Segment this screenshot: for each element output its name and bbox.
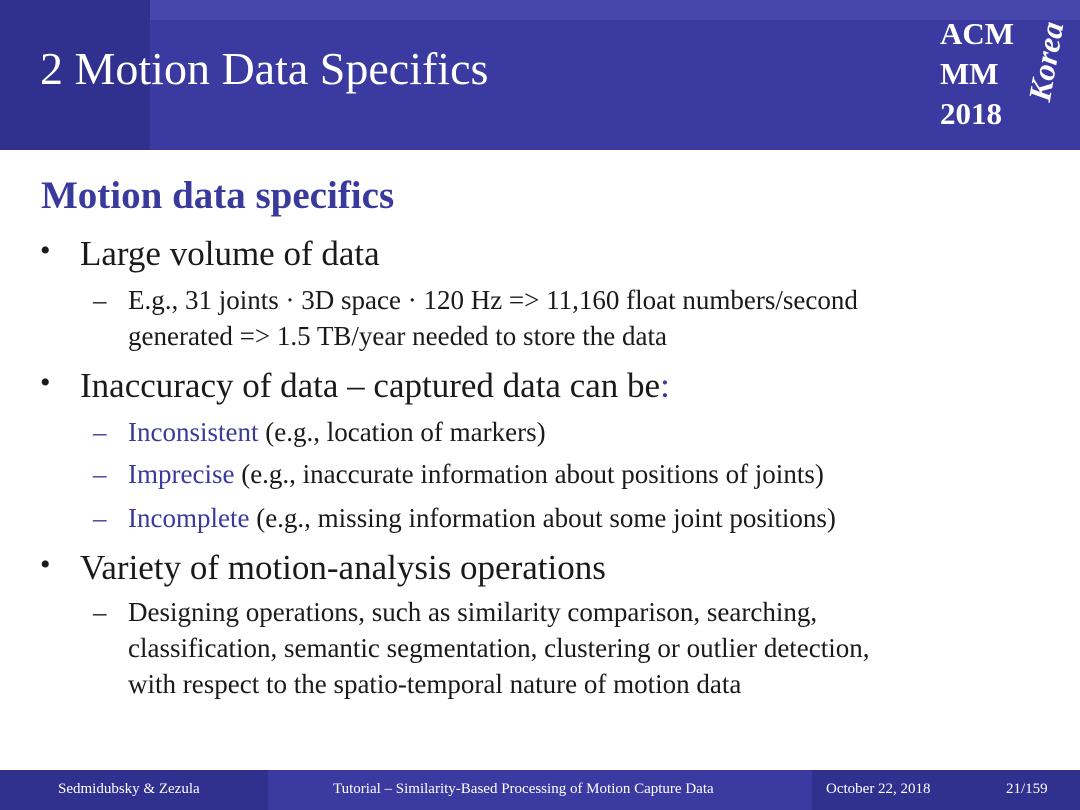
bullet-dot: • [40,366,51,399]
footer-tutorial-title: Tutorial – Similarity-Based Processing of Motion Capture Data [333,781,714,797]
footer-date: October 22, 2018 [826,781,931,797]
section-title: Motion data specifics [41,174,395,217]
bullet-variety: Variety of motion-analysis operations [80,548,606,587]
bullet-inaccuracy [80,368,670,403]
sub-item-inconsistent [128,414,546,450]
slide-content [0,150,1080,770]
sub-item-volume-line2: generated => 1.5 TB/year needed to store the data [128,321,667,351]
sub-dash: – [93,503,107,533]
term-imprecise-desc: (e.g., inaccurate information about positions of joints) [234,459,824,489]
term-inconsistent-desc: (e.g., location of markers) [258,417,546,447]
term-inconsistent: Inconsistent [128,417,259,447]
sub-dash: – [93,285,107,315]
bullet-dot: • [40,234,51,267]
sub-dash: – [93,597,107,627]
logo-acm: ACM [940,16,1015,51]
bullet-dot: • [40,548,51,581]
logo-mm: MM [940,56,999,91]
sub-item-imprecise [128,456,824,492]
footer-authors: Sedmidubsky & Zezula [58,781,200,797]
sub-item-incomplete [128,500,836,536]
sub-dash: – [93,459,107,489]
sub-item-volume-line1: E.g., 31 joints · 3D space · 120 Hz => 11,160 float numbers/second [128,285,858,315]
bullet-inaccuracy-colon: : [660,366,670,405]
logo-korea-script: Korea [1021,18,1071,104]
acm-mm-2018-logo [935,14,1071,134]
bullet-large-volume: Large volume of data [80,234,380,273]
logo-year: 2018 [940,96,1002,131]
footer-page-number: 21/159 [1006,781,1048,797]
slide-footer [0,770,1080,810]
sub-item-operations-line1: Designing operations, such as similarity comparison, searching, [128,597,818,627]
sub-item-operations-line3: with respect to the spatio-temporal nature of motion data [128,669,742,699]
sub-item-operations-line2: classification, semantic segmentation, clustering or outlier detection, [128,633,870,663]
slide-header [0,0,1080,150]
term-incomplete-desc: (e.g., missing information about some joint positions) [249,503,836,533]
bullet-inaccuracy-text: Inaccuracy of data – captured data can be [80,366,661,405]
term-incomplete: Incomplete [128,503,250,533]
term-imprecise: Imprecise [128,459,235,489]
sub-dash: – [93,417,107,447]
slide-title: 2 Motion Data Specifics [40,43,489,94]
